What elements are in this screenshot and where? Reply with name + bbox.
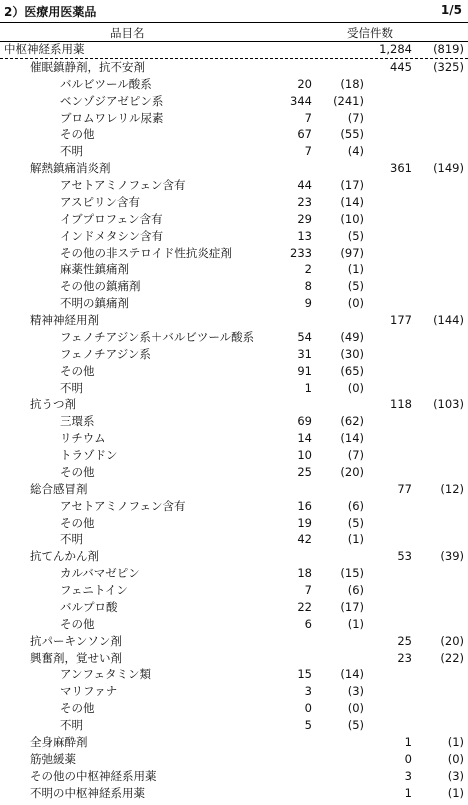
row-name: マリファナ — [60, 684, 118, 699]
row-name: 抗パーキンソン剤 — [30, 633, 122, 648]
row-total-paren: (0) — [447, 751, 464, 766]
row-name: アスピリン含有 — [60, 194, 141, 209]
row-count-paren: (6) — [347, 583, 364, 597]
row-count: 7 — [304, 583, 312, 597]
row-count: 20 — [297, 76, 312, 91]
row-name: カルバマゼピン — [60, 566, 140, 581]
row-name: バルプロ酸 — [60, 599, 118, 614]
row-total: 23 — [397, 650, 412, 665]
subcategory-row — [0, 481, 468, 498]
row-count-paren: (14) — [340, 667, 364, 682]
subcategory-row — [0, 734, 468, 751]
item-row — [0, 447, 468, 464]
row-name: その他の非ステロイド性抗炎症剤 — [60, 245, 232, 260]
item-row — [0, 582, 468, 599]
item-row — [0, 110, 468, 127]
item-row — [0, 126, 468, 143]
column-header-item: 品目名 — [110, 26, 145, 40]
row-name: アンフェタミン類 — [60, 667, 151, 682]
row-count: 25 — [297, 464, 312, 479]
row-count-paren: (1) — [347, 532, 364, 547]
item-row — [0, 531, 468, 548]
row-total-paren: (22) — [440, 650, 464, 665]
row-count-paren: (5) — [347, 718, 364, 732]
row-total: 53 — [397, 549, 412, 564]
row-name: その他 — [60, 701, 95, 716]
row-count-paren: (55) — [340, 127, 364, 142]
row-count: 2 — [304, 262, 312, 277]
row-count: 344 — [290, 93, 312, 108]
row-count: 13 — [297, 228, 312, 243]
item-row — [0, 413, 468, 430]
row-total: 3 — [404, 768, 412, 783]
row-count: 233 — [290, 245, 312, 260]
category-row — [0, 41, 468, 59]
row-name: 筋弛緩薬 — [30, 751, 76, 766]
subcategory-row — [0, 633, 468, 650]
row-total-paren: (12) — [440, 481, 464, 496]
item-row — [0, 194, 468, 211]
row-count: 67 — [297, 127, 312, 142]
row-count-paren: (97) — [340, 245, 364, 260]
page-number: 1/5 — [440, 3, 462, 17]
row-name: トラゾドン — [60, 448, 118, 462]
row-total-paren: (1) — [447, 734, 464, 749]
row-count: 5 — [304, 718, 312, 732]
row-name: イブプロフェン含有 — [60, 211, 163, 226]
item-row — [0, 261, 468, 278]
item-row — [0, 498, 468, 515]
row-count: 6 — [304, 616, 312, 631]
row-count-paren: (10) — [340, 211, 364, 226]
subcategory-row — [0, 751, 468, 768]
row-count: 69 — [297, 414, 312, 429]
page-header — [0, 0, 468, 20]
row-count-paren: (3) — [347, 684, 364, 699]
row-count-paren: (17) — [340, 178, 364, 192]
row-count-paren: (65) — [340, 363, 364, 378]
subcategory-row — [0, 312, 468, 329]
table-header — [0, 22, 468, 42]
subcategory-row — [0, 396, 468, 413]
row-count-paren: (0) — [347, 296, 364, 311]
row-total: 77 — [397, 481, 412, 496]
row-count-paren: (6) — [347, 498, 364, 513]
column-header-count: 受信件数 — [347, 26, 393, 40]
item-row — [0, 464, 468, 481]
item-row — [0, 599, 468, 616]
row-name: 催眠鎮静剤，抗不安剤 — [30, 59, 145, 74]
row-count-paren: (1) — [347, 262, 364, 277]
row-count-paren: (62) — [340, 414, 364, 429]
row-count-paren: (1) — [347, 616, 364, 631]
row-total: 118 — [390, 397, 412, 412]
item-row — [0, 616, 468, 633]
row-count-paren: (0) — [347, 380, 364, 395]
row-total-paren: (325) — [433, 59, 464, 74]
row-name: 解熱鎮痛消炎剤 — [30, 161, 111, 176]
item-row — [0, 430, 468, 447]
row-count: 7 — [304, 110, 312, 125]
row-name: フェノチアジン系＋バルビツール酸系 — [60, 329, 255, 344]
row-name: 抗てんかん剤 — [30, 549, 99, 564]
item-row — [0, 515, 468, 532]
row-name: その他 — [60, 515, 95, 530]
item-row — [0, 228, 468, 245]
row-count: 3 — [304, 684, 312, 699]
row-name: 不明 — [60, 144, 83, 159]
item-row — [0, 278, 468, 295]
row-name: 不明 — [60, 718, 83, 732]
item-row — [0, 346, 468, 363]
item-row — [0, 683, 468, 700]
item-row — [0, 666, 468, 683]
item-row — [0, 211, 468, 228]
row-total: 445 — [390, 59, 412, 74]
row-name: その他 — [60, 616, 95, 631]
row-total: 361 — [390, 161, 412, 176]
row-count: 15 — [297, 667, 312, 682]
row-count: 54 — [297, 329, 312, 344]
row-count: 10 — [297, 448, 312, 462]
item-row — [0, 76, 468, 93]
row-count: 23 — [297, 194, 312, 209]
row-name: その他の鎮痛剤 — [60, 279, 141, 294]
item-row — [0, 295, 468, 312]
row-count: 9 — [304, 296, 312, 311]
row-count: 22 — [297, 599, 312, 614]
subcategory-row — [0, 768, 468, 785]
section-title: 2）医療用医薬品 — [4, 5, 97, 19]
subcategory-row — [0, 548, 468, 565]
row-total: 177 — [390, 313, 412, 327]
item-row — [0, 329, 468, 346]
row-name: 不明の中枢神経系用薬 — [30, 785, 145, 800]
item-row — [0, 717, 468, 734]
row-count: 8 — [304, 279, 312, 294]
row-total-paren: (103) — [433, 397, 464, 412]
row-name: 興奮剤，覚せい剤 — [30, 650, 122, 665]
row-total-paren: (819) — [433, 42, 464, 56]
row-count: 31 — [297, 346, 312, 361]
row-count: 42 — [297, 532, 312, 547]
row-name: 不明 — [60, 380, 83, 395]
row-name: 三環系 — [60, 414, 95, 429]
row-total: 0 — [404, 751, 412, 766]
row-total: 1,284 — [379, 42, 412, 56]
row-count: 14 — [297, 431, 312, 446]
row-count-paren: (0) — [347, 701, 364, 716]
subcategory-row — [0, 59, 468, 76]
row-name: 中枢神経系用薬 — [4, 42, 85, 56]
row-total: 1 — [404, 785, 412, 800]
row-total-paren: (20) — [440, 633, 464, 648]
row-count-paren: (20) — [340, 464, 364, 479]
item-row — [0, 380, 468, 397]
row-total-paren: (3) — [447, 768, 464, 783]
row-count-paren: (7) — [347, 448, 364, 462]
row-name: 抗うつ剤 — [30, 397, 76, 412]
row-total: 25 — [397, 633, 412, 648]
row-name: 麻薬性鎮痛剤 — [60, 262, 129, 277]
item-row — [0, 93, 468, 110]
row-total-paren: (149) — [433, 161, 464, 176]
row-count-paren: (30) — [340, 346, 364, 361]
subcategory-row — [0, 160, 468, 177]
row-count: 19 — [297, 515, 312, 530]
row-name: 不明 — [60, 532, 83, 547]
row-count: 1 — [304, 380, 312, 395]
row-name: フェニトイン — [60, 583, 128, 597]
row-count-paren: (5) — [347, 279, 364, 294]
row-name: フェノチアジン系 — [60, 346, 151, 361]
row-count: 16 — [297, 498, 312, 513]
row-count: 44 — [297, 178, 312, 192]
row-count-paren: (4) — [347, 144, 364, 159]
subcategory-row — [0, 650, 468, 667]
row-name: その他 — [60, 127, 95, 142]
row-name: その他 — [60, 464, 95, 479]
row-name: その他 — [60, 363, 95, 378]
row-count-paren: (14) — [340, 194, 364, 209]
row-count-paren: (241) — [333, 93, 364, 108]
row-count-paren: (15) — [340, 566, 364, 581]
row-count: 0 — [304, 701, 312, 716]
item-row — [0, 565, 468, 582]
row-total-paren: (39) — [440, 549, 464, 564]
row-count-paren: (17) — [340, 599, 364, 614]
row-count-paren: (7) — [347, 110, 364, 125]
row-count-paren: (5) — [347, 228, 364, 243]
row-count: 18 — [297, 566, 312, 581]
row-name: アセトアミノフェン含有 — [60, 178, 186, 192]
row-name: ベンゾジアゼピン系 — [60, 93, 164, 108]
row-name: ブロムワレリル尿素 — [60, 110, 164, 125]
row-total-paren: (1) — [447, 785, 464, 800]
row-name: アセトアミノフェン含有 — [60, 498, 186, 513]
item-row — [0, 700, 468, 717]
row-name: バルビツール酸系 — [60, 76, 152, 91]
row-count-paren: (18) — [340, 76, 364, 91]
subcategory-row — [0, 785, 468, 802]
item-row — [0, 177, 468, 194]
row-name: その他の中枢神経系用薬 — [30, 768, 157, 783]
row-name: 全身麻酔剤 — [30, 734, 88, 749]
item-row — [0, 143, 468, 160]
row-total-paren: (144) — [433, 313, 464, 327]
row-name: リチウム — [60, 431, 106, 446]
row-name: 総合感冒剤 — [30, 481, 88, 496]
row-name: インドメタシン含有 — [60, 228, 164, 243]
row-count: 7 — [304, 144, 312, 159]
row-count: 29 — [297, 211, 312, 226]
row-count-paren: (49) — [340, 329, 364, 344]
item-row — [0, 245, 468, 262]
row-count-paren: (5) — [347, 515, 364, 530]
row-name: 不明の鎮痛剤 — [60, 296, 129, 311]
row-count: 91 — [297, 363, 312, 378]
row-name: 精神神経用剤 — [30, 313, 99, 327]
item-row — [0, 363, 468, 380]
row-count-paren: (14) — [340, 431, 364, 446]
table-body — [0, 41, 468, 801]
row-total: 1 — [404, 734, 412, 749]
